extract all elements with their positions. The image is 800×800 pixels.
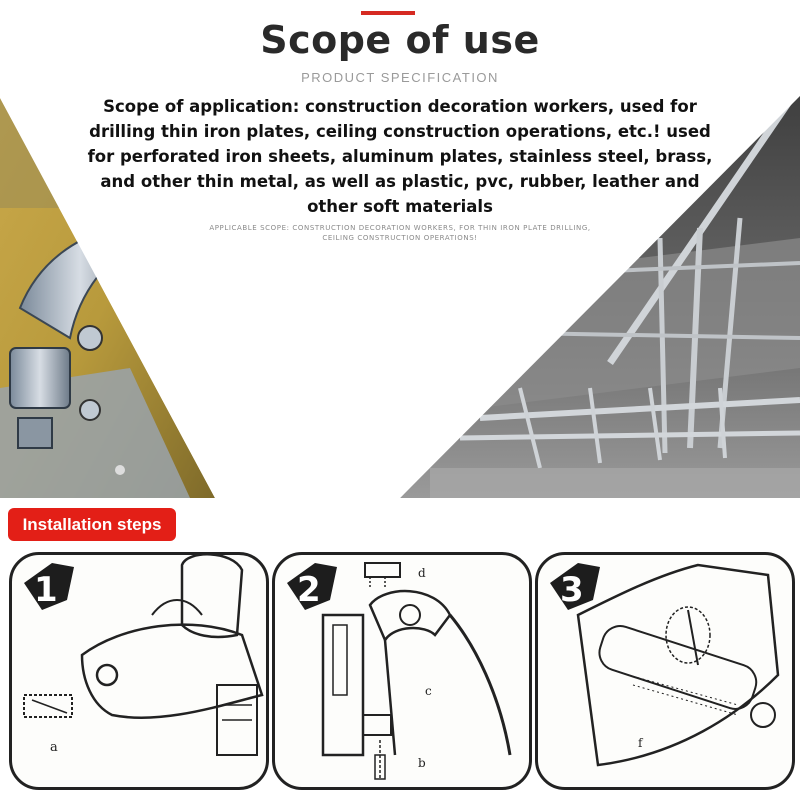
step-number: 1 [34, 570, 58, 610]
scope-note-line1: APPLICABLE SCOPE: CONSTRUCTION DECORATION WORKERS, FOR THIN IRON PLATE DRILLING, [209, 224, 591, 232]
page-subtitle: PRODUCT SPECIFICATION [301, 70, 499, 85]
step-number: 3 [560, 570, 584, 610]
title-accent-bar [361, 11, 415, 15]
part-label-d: d [418, 566, 426, 580]
step-2-drawing [275, 555, 529, 787]
scope-note-line2: CEILING CONSTRUCTION OPERATIONS! [322, 234, 478, 242]
part-label-c: c [425, 684, 432, 698]
part-label-f: f [638, 736, 643, 750]
part-label-b: b [418, 756, 426, 770]
scope-description: Scope of application: construction decoration workers, used for drilling thin iron plates, ceiling construction operations, etc.! used for perforated iron sheets, aluminum plates, stainless steel, brass, and other thin metal, as well as plastic, pvc, rubber, leather and other soft materials [87, 97, 713, 216]
step-3-drawing [538, 555, 792, 787]
step-3-panel [535, 552, 795, 790]
step-1-drawing [12, 555, 266, 787]
scope-note [150, 223, 650, 243]
step-2-panel [272, 552, 532, 790]
page-title: Scope of use [260, 18, 540, 62]
step-number: 2 [297, 570, 321, 610]
step-1-panel [9, 552, 269, 790]
part-label-a: a [50, 740, 58, 755]
installation-steps-badge: Installation steps [8, 508, 176, 541]
